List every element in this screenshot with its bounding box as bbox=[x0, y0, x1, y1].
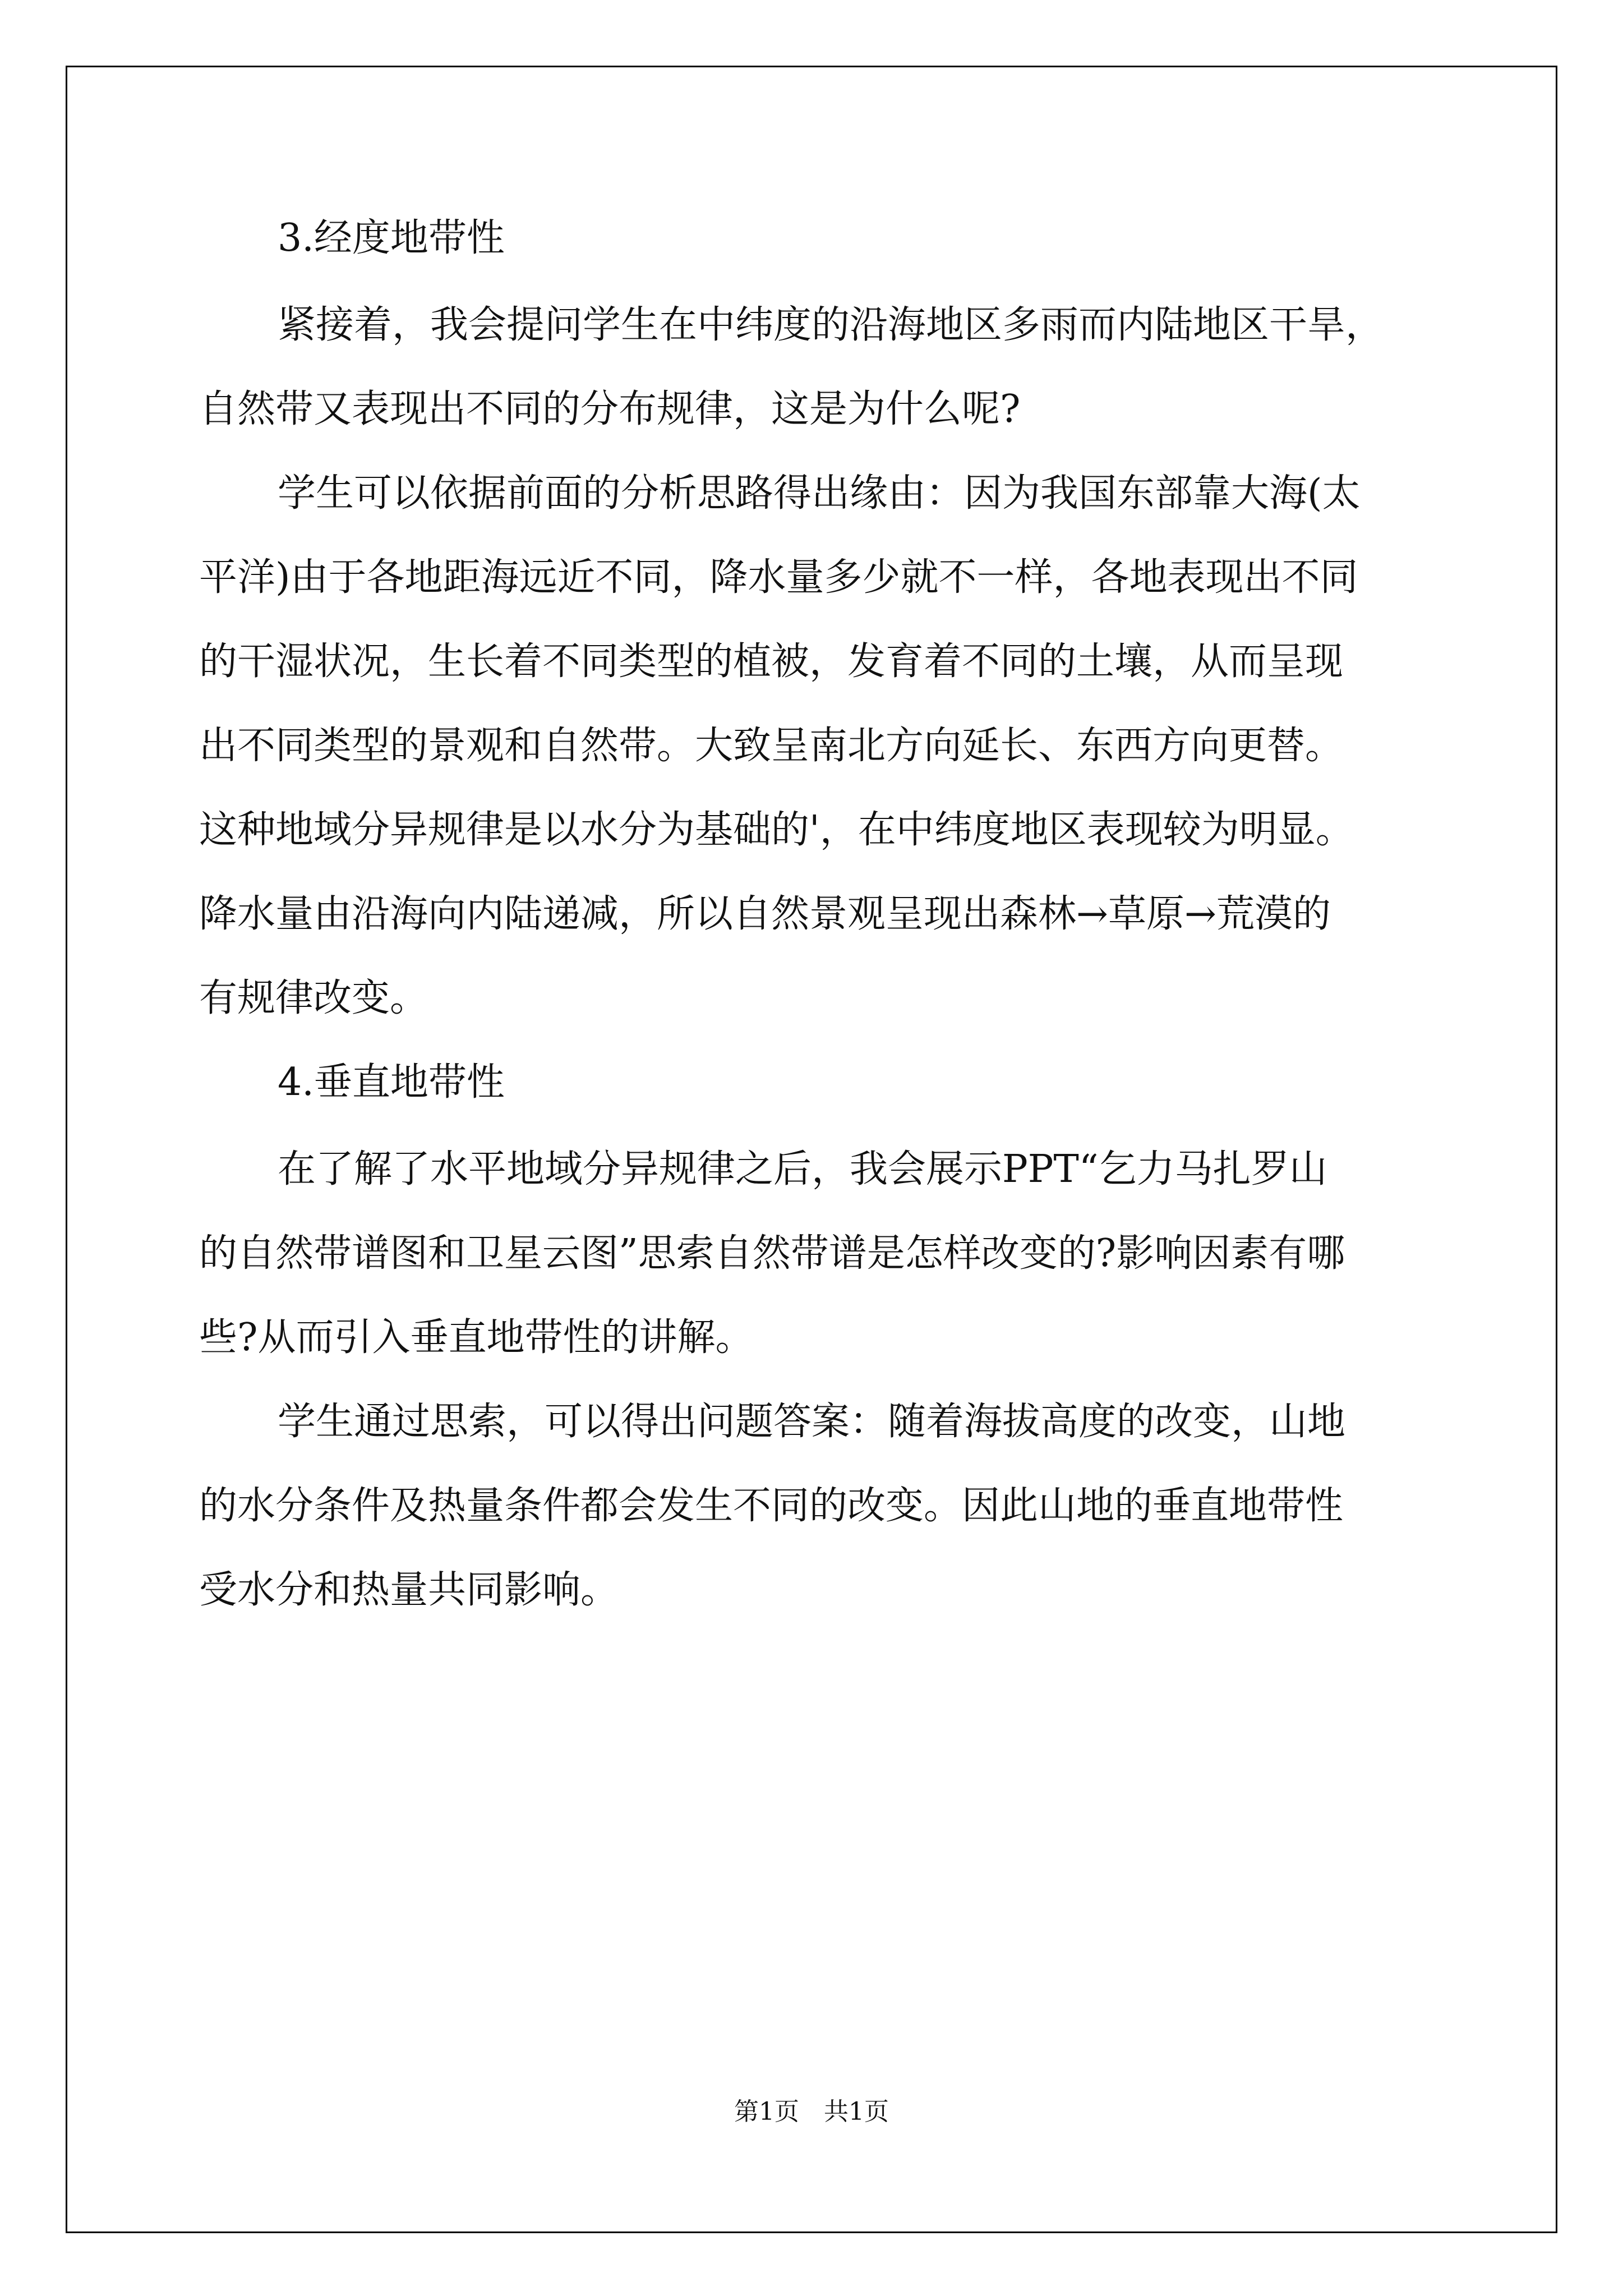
paragraph-line: 这种地域分异规律是以水分为基础的'，在中纬度地区表现较为明显。 bbox=[199, 808, 1354, 852]
section-heading-vertical-zonality: 4.垂直地带性 bbox=[278, 1060, 505, 1105]
section-heading-longitudinal-zonality: 3.经度地带性 bbox=[278, 216, 505, 260]
paragraph-line: 的自然带谱图和卫星云图”思索自然带谱是怎样改变的?影响因素有哪 bbox=[199, 1231, 1345, 1276]
paragraph-line: 紧接着，我会提问学生在中纬度的沿海地区多雨而内陆地区干旱， bbox=[278, 303, 1384, 347]
paragraph-line: 在了解了水平地域分异规律之后，我会展示PPT“乞力马扎罗山 bbox=[278, 1147, 1327, 1191]
paragraph-line: 出不同类型的景观和自然带。大致呈南北方向延长、东西方向更替。 bbox=[199, 724, 1344, 768]
paragraph-line: 的水分条件及热量条件都会发生不同的改变。因此山地的垂直地带性 bbox=[199, 1484, 1344, 1528]
paragraph-line: 学生通过思索，可以得出问题答案：随着海拔高度的改变，山地 bbox=[278, 1400, 1346, 1444]
paragraph-line: 降水量由沿海向内陆递减，所以自然景观呈现出森林→草原→荒漠的 bbox=[199, 892, 1331, 936]
paragraph-line: 学生可以依据前面的分析思路得出缘由：因为我国东部靠大海(太 bbox=[278, 471, 1361, 516]
paragraph-line: 受水分和热量共同影响。 bbox=[199, 1568, 619, 1612]
paragraph-line: 的干湿状况，生长着不同类型的植被，发育着不同的土壤，从而呈现 bbox=[199, 639, 1344, 684]
page-number-footer: 第1页 共1页 bbox=[734, 2097, 889, 2126]
paragraph-line: 些?从而引入垂直地带性的讲解。 bbox=[199, 1315, 754, 1360]
paragraph-line: 平洋)由于各地距海远近不同，降水量多少就不一样，各地表现出不同 bbox=[199, 555, 1358, 600]
paragraph-line: 有规律改变。 bbox=[199, 976, 428, 1020]
paragraph-line: 自然带又表现出不同的分布规律，这是为什么呢? bbox=[199, 387, 1021, 431]
